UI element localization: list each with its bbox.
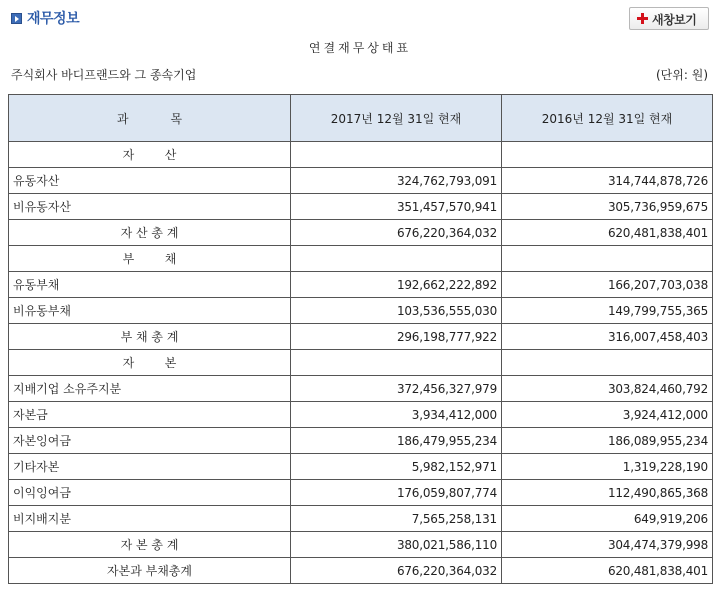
row-label: 비유동자산 <box>9 194 291 220</box>
value-2016: 112,490,865,368 <box>502 480 713 506</box>
row-label: 유동자산 <box>9 168 291 194</box>
row-label: 기타자본 <box>9 454 291 480</box>
value-2016: 186,089,955,234 <box>502 428 713 454</box>
value-2017: 676,220,364,032 <box>291 220 502 246</box>
table-header-row <box>9 95 713 142</box>
table-row <box>9 480 713 506</box>
value-2017: 676,220,364,032 <box>291 558 502 584</box>
value-2016 <box>502 142 713 168</box>
row-label: 자 본 <box>9 350 291 376</box>
table-row <box>9 558 713 584</box>
statement-title: 연결재무상태표 <box>308 41 412 55</box>
value-2016: 314,744,878,726 <box>502 168 713 194</box>
value-2017 <box>291 350 502 376</box>
header-2016: 2016년 12월 31일 현재 <box>502 95 713 142</box>
row-label: 자본과 부채총계 <box>9 558 291 584</box>
row-label: 부 채 총 계 <box>9 324 291 350</box>
value-2017: 351,457,570,941 <box>291 194 502 220</box>
value-2017: 5,982,152,971 <box>291 454 502 480</box>
value-2017: 176,059,807,774 <box>291 480 502 506</box>
new-window-button[interactable] <box>629 7 709 30</box>
row-label: 자 산 총 계 <box>9 220 291 246</box>
table-row <box>9 532 713 558</box>
row-label: 이익잉여금 <box>9 480 291 506</box>
value-2017 <box>291 142 502 168</box>
table-row <box>9 454 713 480</box>
row-label: 지배기업 소유주지분 <box>9 376 291 402</box>
value-2017: 296,198,777,922 <box>291 324 502 350</box>
value-2016: 620,481,838,401 <box>502 220 713 246</box>
unit-label: (단위: 원) <box>656 68 708 82</box>
value-2016: 649,919,206 <box>502 506 713 532</box>
table-row <box>9 324 713 350</box>
table-row <box>9 402 713 428</box>
header-2017: 2017년 12월 31일 현재 <box>291 95 502 142</box>
row-label: 비유동부채 <box>9 298 291 324</box>
row-label: 자 본 총 계 <box>9 532 291 558</box>
table-row <box>9 506 713 532</box>
table-row <box>9 272 713 298</box>
value-2016: 305,736,959,675 <box>502 194 713 220</box>
value-2016: 166,207,703,038 <box>502 272 713 298</box>
row-label: 자본잉여금 <box>9 428 291 454</box>
value-2017: 192,662,222,892 <box>291 272 502 298</box>
value-2016: 1,319,228,190 <box>502 454 713 480</box>
company-name: 주식회사 바디프랜드와 그 종속기업 <box>11 68 197 82</box>
row-label: 유동부채 <box>9 272 291 298</box>
table-row <box>9 350 713 376</box>
value-2017 <box>291 246 502 272</box>
row-label: 비지배지분 <box>9 506 291 532</box>
table-row <box>9 142 713 168</box>
value-2017: 3,934,412,000 <box>291 402 502 428</box>
value-2016: 620,481,838,401 <box>502 558 713 584</box>
table-row <box>9 246 713 272</box>
table-row <box>9 428 713 454</box>
table-row <box>9 194 713 220</box>
value-2016 <box>502 246 713 272</box>
new-window-label: 새창보기 <box>652 13 697 27</box>
page-header <box>0 0 720 36</box>
row-label: 자본금 <box>9 402 291 428</box>
row-label: 부 채 <box>9 246 291 272</box>
section-bullet-icon <box>11 13 22 24</box>
value-2017: 103,536,555,030 <box>291 298 502 324</box>
table-row <box>9 298 713 324</box>
value-2016: 3,924,412,000 <box>502 402 713 428</box>
table-row <box>9 220 713 246</box>
value-2017: 372,456,327,979 <box>291 376 502 402</box>
page-title: 재무정보 <box>27 11 80 27</box>
balance-sheet-table <box>8 94 713 584</box>
value-2017: 380,021,586,110 <box>291 532 502 558</box>
table-row <box>9 376 713 402</box>
plus-icon <box>637 13 648 24</box>
value-2017: 7,565,258,131 <box>291 506 502 532</box>
value-2017: 324,762,793,091 <box>291 168 502 194</box>
value-2016: 304,474,379,998 <box>502 532 713 558</box>
value-2017: 186,479,955,234 <box>291 428 502 454</box>
value-2016: 149,799,755,365 <box>502 298 713 324</box>
header-account: 과 목 <box>9 95 291 142</box>
value-2016: 303,824,460,792 <box>502 376 713 402</box>
row-label: 자 산 <box>9 142 291 168</box>
value-2016 <box>502 350 713 376</box>
table-row <box>9 168 713 194</box>
value-2016: 316,007,458,403 <box>502 324 713 350</box>
